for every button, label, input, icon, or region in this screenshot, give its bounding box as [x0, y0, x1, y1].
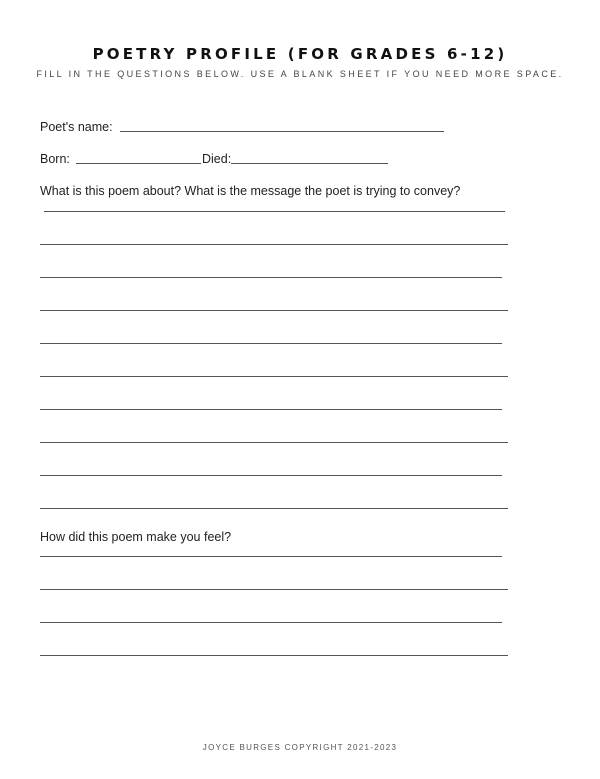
born-line[interactable]: [76, 163, 201, 164]
died-label: Died:: [202, 152, 232, 166]
answer-1-line[interactable]: [40, 442, 508, 443]
born-label: Born:: [40, 152, 70, 166]
page-title: POETRY PROFILE (FOR GRADES 6-12): [92, 45, 508, 63]
answer-1-line[interactable]: [40, 343, 502, 344]
answer-1-line[interactable]: [40, 310, 508, 311]
copyright-footer: JOYCE BURGES COPYRIGHT 2021-2023: [202, 743, 398, 752]
answer-2-line[interactable]: [40, 589, 508, 590]
answer-2-line[interactable]: [40, 622, 502, 623]
question-2-text: How did this poem make you feel?: [40, 530, 232, 544]
answer-2-line[interactable]: [40, 655, 508, 656]
answer-1-line[interactable]: [40, 409, 502, 410]
answer-1-line[interactable]: [44, 211, 505, 212]
page-instructions: FILL IN THE QUESTIONS BELOW. USE A BLANK SHEET IF YOU NEED MORE SPACE.: [36, 69, 564, 79]
poets-name-label: Poet's name:: [40, 120, 113, 134]
question-1-text: What is this poem about? What is the message the poet is trying to convey?: [40, 184, 461, 198]
answer-1-line[interactable]: [40, 244, 508, 245]
poets-name-line[interactable]: [120, 131, 444, 132]
answer-1-line[interactable]: [40, 376, 508, 377]
answer-1-line[interactable]: [40, 277, 502, 278]
answer-1-line[interactable]: [40, 508, 508, 509]
answer-2-line[interactable]: [40, 556, 502, 557]
answer-1-line[interactable]: [40, 475, 502, 476]
died-line[interactable]: [231, 163, 388, 164]
